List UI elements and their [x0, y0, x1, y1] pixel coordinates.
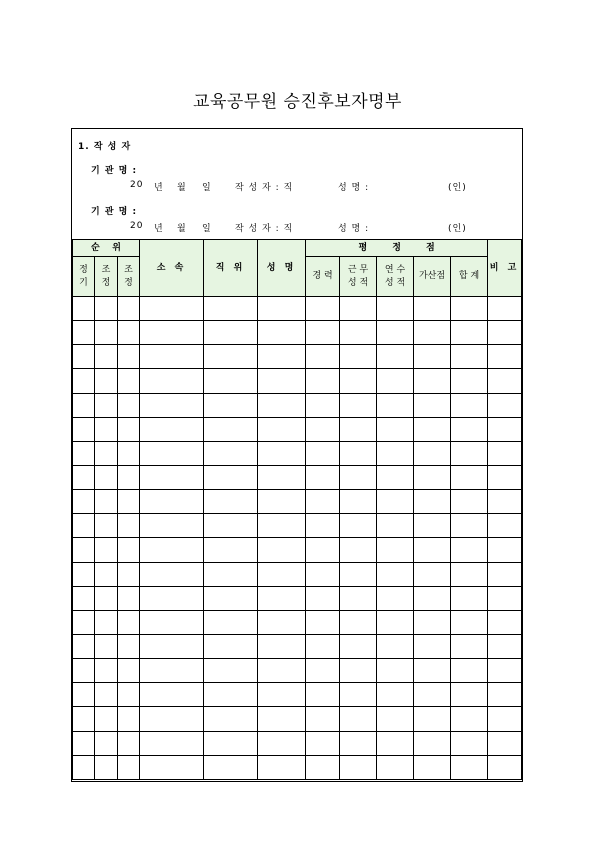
- table-cell[interactable]: [414, 683, 451, 707]
- table-cell[interactable]: [258, 490, 306, 514]
- table-cell[interactable]: [488, 610, 522, 634]
- table-cell[interactable]: [340, 297, 377, 321]
- table-cell[interactable]: [377, 490, 414, 514]
- table-cell[interactable]: [73, 441, 95, 465]
- table-cell[interactable]: [258, 369, 306, 393]
- table-cell[interactable]: [488, 393, 522, 417]
- table-row: [73, 465, 522, 489]
- form-frame: [71, 128, 523, 782]
- table-cell[interactable]: [340, 465, 377, 489]
- table-cell[interactable]: [414, 538, 451, 562]
- table-cell[interactable]: [118, 514, 140, 538]
- table-cell[interactable]: [258, 683, 306, 707]
- table-cell[interactable]: [140, 369, 204, 393]
- table-row: [73, 683, 522, 707]
- table-cell[interactable]: [73, 659, 95, 683]
- table-cell[interactable]: [377, 393, 414, 417]
- table-cell[interactable]: [414, 369, 451, 393]
- table-row: [73, 731, 522, 755]
- table-cell[interactable]: [204, 345, 258, 369]
- table-cell[interactable]: [414, 514, 451, 538]
- table-cell[interactable]: [258, 441, 306, 465]
- table-cell[interactable]: [414, 634, 451, 658]
- table-cell[interactable]: [377, 465, 414, 489]
- table-cell[interactable]: [451, 634, 488, 658]
- table-cell[interactable]: [118, 297, 140, 321]
- table-cell[interactable]: [118, 659, 140, 683]
- table-cell[interactable]: [140, 683, 204, 707]
- table-cell[interactable]: [340, 538, 377, 562]
- table-cell[interactable]: [306, 345, 340, 369]
- table-cell[interactable]: [414, 393, 451, 417]
- table-cell[interactable]: [340, 731, 377, 755]
- table-row: [73, 321, 522, 345]
- table-cell[interactable]: [451, 417, 488, 441]
- table-cell[interactable]: [414, 659, 451, 683]
- table-cell[interactable]: [118, 490, 140, 514]
- table-cell[interactable]: [377, 731, 414, 755]
- table-cell[interactable]: [414, 321, 451, 345]
- table-cell[interactable]: [451, 731, 488, 755]
- table-cell[interactable]: [73, 731, 95, 755]
- table-cell[interactable]: [73, 755, 95, 779]
- table-cell[interactable]: [118, 634, 140, 658]
- table-cell[interactable]: [306, 369, 340, 393]
- table-cell[interactable]: [95, 755, 118, 779]
- table-cell[interactable]: [340, 369, 377, 393]
- table-cell[interactable]: [306, 634, 340, 658]
- table-row: [73, 417, 522, 441]
- table-cell[interactable]: [451, 659, 488, 683]
- table-cell[interactable]: [95, 634, 118, 658]
- table-cell[interactable]: [488, 297, 522, 321]
- table-cell[interactable]: [118, 610, 140, 634]
- table-cell[interactable]: [73, 393, 95, 417]
- table-cell[interactable]: [204, 417, 258, 441]
- author-heading: 1. 작 성 자: [78, 142, 132, 152]
- table-cell[interactable]: [451, 538, 488, 562]
- table-cell[interactable]: [340, 514, 377, 538]
- table-cell[interactable]: [306, 610, 340, 634]
- table-cell[interactable]: [204, 586, 258, 610]
- table-cell[interactable]: [73, 514, 95, 538]
- table-cell[interactable]: [204, 634, 258, 658]
- table-cell[interactable]: [377, 345, 414, 369]
- org-label-1: 기 관 명 :: [91, 166, 138, 176]
- table-cell[interactable]: [377, 755, 414, 779]
- table-cell[interactable]: [488, 465, 522, 489]
- table-cell[interactable]: [140, 634, 204, 658]
- table-cell[interactable]: [118, 755, 140, 779]
- table-cell[interactable]: [340, 586, 377, 610]
- table-cell[interactable]: [73, 610, 95, 634]
- table-cell[interactable]: [414, 490, 451, 514]
- table-cell[interactable]: [414, 562, 451, 586]
- table-cell[interactable]: [377, 562, 414, 586]
- table-cell[interactable]: [306, 514, 340, 538]
- table-cell[interactable]: [306, 393, 340, 417]
- table-cell[interactable]: [95, 610, 118, 634]
- table-cell[interactable]: [140, 659, 204, 683]
- writer-label-2: 작 성 자 : 직: [235, 224, 294, 234]
- table-cell[interactable]: [73, 683, 95, 707]
- table-cell[interactable]: [95, 393, 118, 417]
- table-cell[interactable]: [95, 490, 118, 514]
- table-cell[interactable]: [306, 465, 340, 489]
- table-cell[interactable]: [204, 562, 258, 586]
- table-row: [73, 659, 522, 683]
- table-cell[interactable]: [73, 321, 95, 345]
- table-cell[interactable]: [204, 369, 258, 393]
- name-label-2: 성 명 :: [338, 224, 370, 234]
- table-cell[interactable]: [73, 465, 95, 489]
- table-row: [73, 441, 522, 465]
- table-cell[interactable]: [204, 659, 258, 683]
- table-cell[interactable]: [204, 755, 258, 779]
- table-row: [73, 490, 522, 514]
- table-cell[interactable]: [258, 659, 306, 683]
- table-row: [73, 514, 522, 538]
- table-cell[interactable]: [377, 297, 414, 321]
- table-cell[interactable]: [414, 441, 451, 465]
- table-cell[interactable]: [488, 731, 522, 755]
- table-cell[interactable]: [451, 465, 488, 489]
- table-cell[interactable]: [488, 321, 522, 345]
- table-cell[interactable]: [258, 297, 306, 321]
- year-unit-2: 년: [154, 224, 164, 234]
- table-cell[interactable]: [377, 707, 414, 731]
- table-cell[interactable]: [95, 707, 118, 731]
- table-cell[interactable]: [258, 731, 306, 755]
- table-cell[interactable]: [451, 755, 488, 779]
- table-cell[interactable]: [204, 683, 258, 707]
- table-cell[interactable]: [306, 562, 340, 586]
- table-cell[interactable]: [340, 417, 377, 441]
- table-cell[interactable]: [204, 514, 258, 538]
- table-cell[interactable]: [488, 707, 522, 731]
- table-cell[interactable]: [488, 562, 522, 586]
- table-cell[interactable]: [377, 369, 414, 393]
- table-cell[interactable]: [140, 755, 204, 779]
- table-cell[interactable]: [258, 514, 306, 538]
- header-total: 합 계: [451, 257, 488, 297]
- table-cell[interactable]: [306, 490, 340, 514]
- table-cell[interactable]: [340, 755, 377, 779]
- header-rank-adjust-2: 조 정: [118, 257, 140, 297]
- table-cell[interactable]: [204, 731, 258, 755]
- table-cell[interactable]: [118, 441, 140, 465]
- table-cell[interactable]: [306, 297, 340, 321]
- table-row: [73, 297, 522, 321]
- table-row: [73, 538, 522, 562]
- seal-2: (인): [448, 224, 467, 234]
- table-cell[interactable]: [451, 707, 488, 731]
- table-cell[interactable]: [488, 683, 522, 707]
- table-cell[interactable]: [140, 297, 204, 321]
- table-cell[interactable]: [95, 321, 118, 345]
- table-cell[interactable]: [204, 393, 258, 417]
- table-cell[interactable]: [204, 441, 258, 465]
- header-training-performance: 연 수 성 적: [377, 257, 414, 297]
- name-label-1: 성 명 :: [338, 183, 370, 193]
- table-cell[interactable]: [118, 562, 140, 586]
- header-remarks: 비 고: [488, 240, 522, 297]
- table-cell[interactable]: [340, 562, 377, 586]
- table-cell[interactable]: [140, 707, 204, 731]
- table-cell[interactable]: [258, 755, 306, 779]
- header-rank: 순 위: [73, 240, 140, 257]
- table-cell[interactable]: [140, 610, 204, 634]
- table-cell[interactable]: [204, 321, 258, 345]
- table-cell[interactable]: [204, 538, 258, 562]
- table-cell[interactable]: [140, 490, 204, 514]
- table-cell[interactable]: [258, 538, 306, 562]
- table-cell[interactable]: [73, 490, 95, 514]
- table-cell[interactable]: [118, 538, 140, 562]
- table-cell[interactable]: [258, 634, 306, 658]
- table-cell[interactable]: [414, 345, 451, 369]
- table-cell[interactable]: [204, 707, 258, 731]
- table-cell[interactable]: [204, 610, 258, 634]
- table-cell[interactable]: [488, 369, 522, 393]
- table-cell[interactable]: [118, 707, 140, 731]
- table-cell[interactable]: [414, 417, 451, 441]
- table-cell[interactable]: [258, 586, 306, 610]
- table-cell[interactable]: [95, 538, 118, 562]
- table-cell[interactable]: [140, 321, 204, 345]
- table-cell[interactable]: [377, 321, 414, 345]
- table-cell[interactable]: [451, 297, 488, 321]
- table-row: [73, 393, 522, 417]
- table-cell[interactable]: [140, 586, 204, 610]
- table-cell[interactable]: [414, 297, 451, 321]
- table-row: [73, 707, 522, 731]
- table-row: [73, 345, 522, 369]
- table-cell[interactable]: [140, 514, 204, 538]
- table-cell[interactable]: [306, 321, 340, 345]
- table-cell[interactable]: [73, 562, 95, 586]
- table-cell[interactable]: [306, 707, 340, 731]
- table-cell[interactable]: [377, 659, 414, 683]
- table-cell[interactable]: [488, 659, 522, 683]
- table-cell[interactable]: [451, 683, 488, 707]
- table-cell[interactable]: [140, 538, 204, 562]
- table-cell[interactable]: [306, 659, 340, 683]
- table-cell[interactable]: [258, 562, 306, 586]
- table-cell[interactable]: [73, 345, 95, 369]
- month-unit-2: 월: [177, 224, 187, 234]
- table-cell[interactable]: [73, 634, 95, 658]
- header-position: 직 위: [204, 240, 258, 297]
- table-cell[interactable]: [73, 417, 95, 441]
- table-cell[interactable]: [340, 610, 377, 634]
- table-row: [73, 369, 522, 393]
- table-cell[interactable]: [377, 441, 414, 465]
- table-cell[interactable]: [95, 345, 118, 369]
- table-cell[interactable]: [95, 297, 118, 321]
- table-cell[interactable]: [118, 417, 140, 441]
- table-cell[interactable]: [140, 731, 204, 755]
- table-cell[interactable]: [451, 514, 488, 538]
- table-cell[interactable]: [377, 538, 414, 562]
- table-cell[interactable]: [488, 586, 522, 610]
- table-cell[interactable]: [451, 441, 488, 465]
- table-cell[interactable]: [118, 393, 140, 417]
- table-cell[interactable]: [204, 297, 258, 321]
- table-cell[interactable]: [118, 586, 140, 610]
- table-cell[interactable]: [95, 731, 118, 755]
- table-cell[interactable]: [451, 321, 488, 345]
- table-cell[interactable]: [95, 417, 118, 441]
- table-cell[interactable]: [340, 345, 377, 369]
- day-unit-1: 일: [202, 183, 212, 193]
- table-cell[interactable]: [140, 441, 204, 465]
- org-label-2: 기 관 명 :: [91, 207, 138, 217]
- table-cell[interactable]: [377, 586, 414, 610]
- table-cell[interactable]: [73, 707, 95, 731]
- table-cell[interactable]: [377, 514, 414, 538]
- table-cell[interactable]: [306, 731, 340, 755]
- table-cell[interactable]: [95, 562, 118, 586]
- table-cell[interactable]: [340, 393, 377, 417]
- table-cell[interactable]: [204, 465, 258, 489]
- table-cell[interactable]: [306, 683, 340, 707]
- table-cell[interactable]: [488, 634, 522, 658]
- table-cell[interactable]: [451, 393, 488, 417]
- header-work-performance: 근 무 성 적: [340, 257, 377, 297]
- table-cell[interactable]: [258, 345, 306, 369]
- table-cell[interactable]: [140, 345, 204, 369]
- table-cell[interactable]: [140, 393, 204, 417]
- table-cell[interactable]: [340, 441, 377, 465]
- year-2: 20: [130, 221, 144, 231]
- table-cell[interactable]: [73, 586, 95, 610]
- table-cell[interactable]: [258, 417, 306, 441]
- writer-label-1: 작 성 자 : 직: [235, 183, 294, 193]
- table-cell[interactable]: [488, 538, 522, 562]
- table-cell[interactable]: [258, 707, 306, 731]
- table-cell[interactable]: [414, 707, 451, 731]
- table-cell[interactable]: [488, 490, 522, 514]
- table-cell[interactable]: [451, 562, 488, 586]
- table-cell[interactable]: [140, 465, 204, 489]
- table-cell[interactable]: [73, 369, 95, 393]
- table-cell[interactable]: [306, 538, 340, 562]
- table-cell[interactable]: [118, 369, 140, 393]
- table-cell[interactable]: [118, 345, 140, 369]
- table-cell[interactable]: [451, 586, 488, 610]
- table-cell[interactable]: [414, 586, 451, 610]
- header-rank-adjust-1: 조 정: [95, 257, 118, 297]
- table-cell[interactable]: [204, 490, 258, 514]
- table-cell[interactable]: [414, 610, 451, 634]
- header-name: 성 명: [258, 240, 306, 297]
- table-row: [73, 634, 522, 658]
- table-cell[interactable]: [340, 490, 377, 514]
- author-section: [72, 129, 522, 240]
- table-cell[interactable]: [306, 417, 340, 441]
- table-cell[interactable]: [95, 514, 118, 538]
- table-cell[interactable]: [118, 321, 140, 345]
- seal-1: (인): [448, 183, 467, 193]
- table-cell[interactable]: [118, 683, 140, 707]
- table-cell[interactable]: [95, 465, 118, 489]
- header-affiliation: 소 속: [140, 240, 204, 297]
- table-cell[interactable]: [340, 659, 377, 683]
- table-cell[interactable]: [95, 659, 118, 683]
- table-cell[interactable]: [118, 731, 140, 755]
- table-cell[interactable]: [95, 369, 118, 393]
- table-cell[interactable]: [258, 393, 306, 417]
- table-cell[interactable]: [95, 441, 118, 465]
- table-cell[interactable]: [340, 707, 377, 731]
- day-unit-2: 일: [202, 224, 212, 234]
- table-cell[interactable]: [258, 610, 306, 634]
- table-cell[interactable]: [340, 683, 377, 707]
- table-cell[interactable]: [414, 465, 451, 489]
- table-body: [73, 297, 522, 780]
- table-cell[interactable]: [488, 441, 522, 465]
- table-cell[interactable]: [73, 297, 95, 321]
- table-cell[interactable]: [73, 538, 95, 562]
- table-cell[interactable]: [414, 731, 451, 755]
- table-cell[interactable]: [306, 441, 340, 465]
- table-cell[interactable]: [377, 417, 414, 441]
- table-cell[interactable]: [377, 610, 414, 634]
- header-rank-regular: 정 기: [73, 257, 95, 297]
- table-cell[interactable]: [95, 683, 118, 707]
- table-cell[interactable]: [340, 321, 377, 345]
- table-cell[interactable]: [451, 345, 488, 369]
- table-cell[interactable]: [451, 490, 488, 514]
- table-cell[interactable]: [451, 610, 488, 634]
- month-unit-1: 월: [177, 183, 187, 193]
- table-row: [73, 586, 522, 610]
- table-cell[interactable]: [340, 634, 377, 658]
- table-row: [73, 562, 522, 586]
- table-cell[interactable]: [377, 683, 414, 707]
- table-cell[interactable]: [306, 586, 340, 610]
- table-cell[interactable]: [258, 321, 306, 345]
- table-cell[interactable]: [140, 562, 204, 586]
- table-cell[interactable]: [488, 755, 522, 779]
- year-1: 20: [130, 180, 144, 190]
- table-row: [73, 610, 522, 634]
- table-cell[interactable]: [414, 755, 451, 779]
- candidate-table: [72, 239, 522, 780]
- table-cell[interactable]: [95, 586, 118, 610]
- table-cell[interactable]: [377, 634, 414, 658]
- document-title: 교육공무원 승진후보자명부: [193, 92, 402, 112]
- table-row: [73, 755, 522, 779]
- table-cell[interactable]: [488, 417, 522, 441]
- table-cell[interactable]: [306, 755, 340, 779]
- table-cell[interactable]: [488, 345, 522, 369]
- table-cell[interactable]: [451, 369, 488, 393]
- header-eval: 평 정 점: [306, 240, 488, 257]
- header-career: 경 력: [306, 257, 340, 297]
- table-cell[interactable]: [118, 465, 140, 489]
- year-unit-1: 년: [154, 183, 164, 193]
- table-cell[interactable]: [140, 417, 204, 441]
- table-cell[interactable]: [488, 514, 522, 538]
- header-bonus-points: 가산점: [414, 257, 451, 297]
- table-cell[interactable]: [258, 465, 306, 489]
